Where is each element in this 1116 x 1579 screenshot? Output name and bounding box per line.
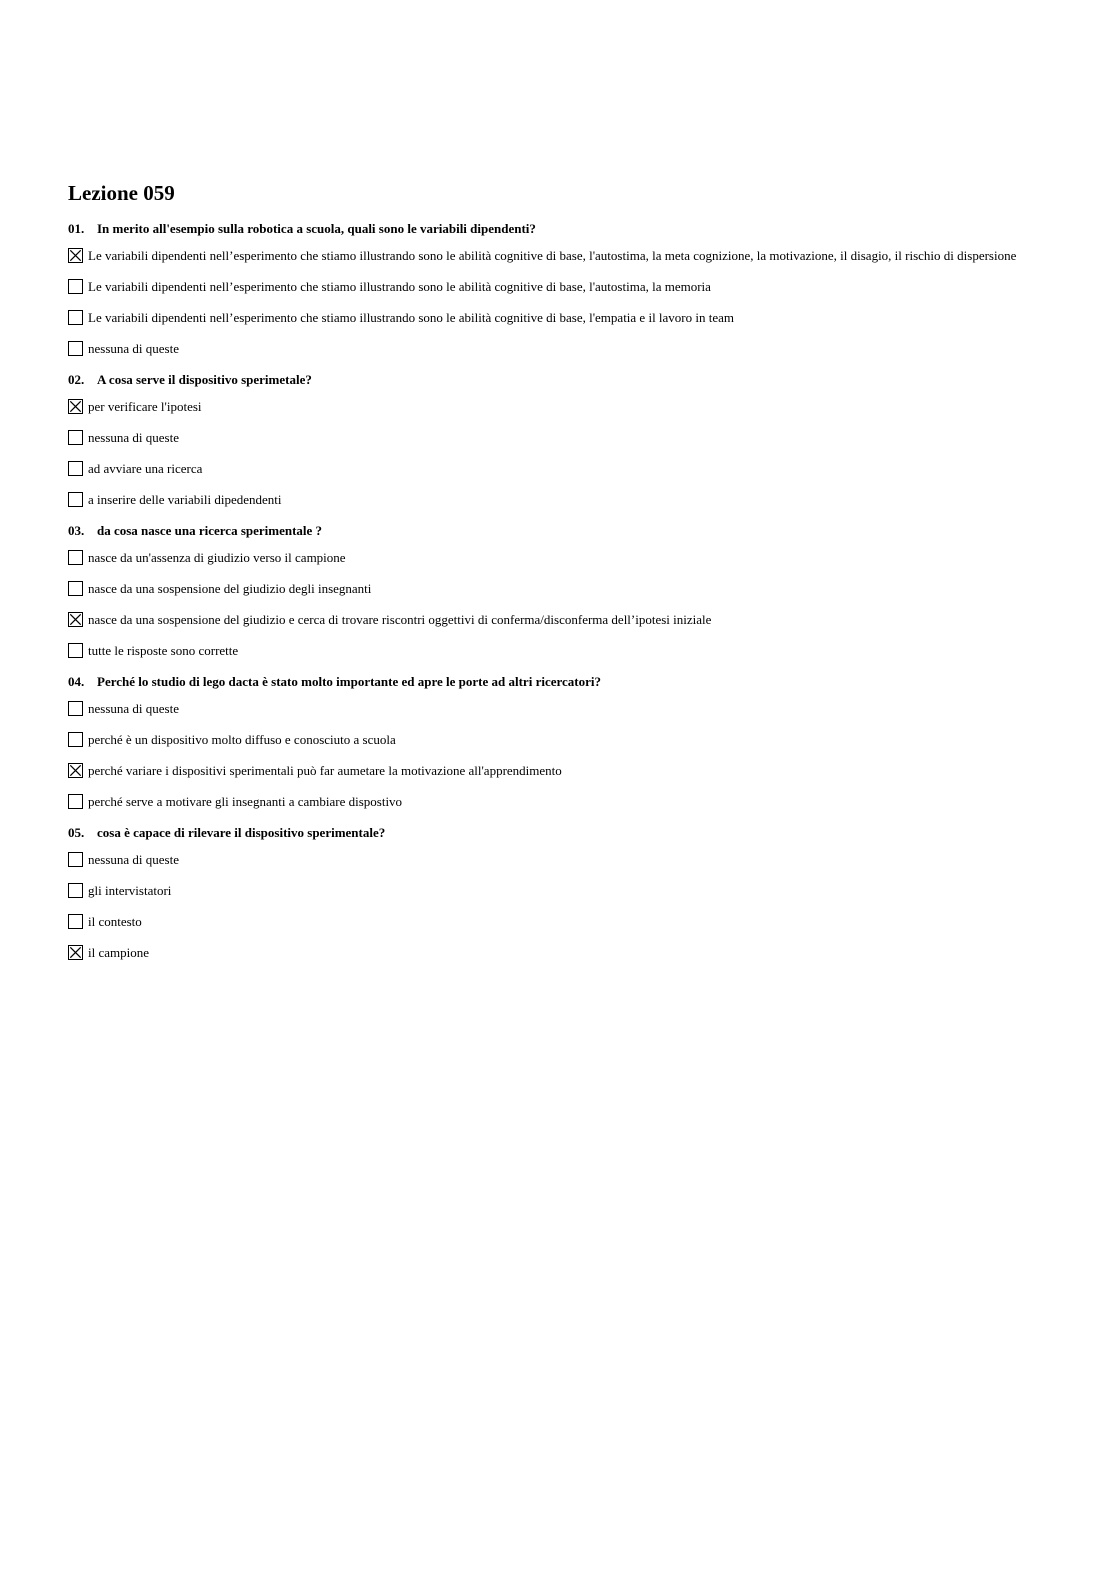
empty-checkbox-icon[interactable] xyxy=(68,310,83,325)
question-number: 05. xyxy=(68,825,85,840)
empty-checkbox-icon[interactable] xyxy=(68,550,83,565)
question-number: 01. xyxy=(68,221,85,236)
answer-text: perché è un dispositivo molto diffuso e conosciuto a scuola xyxy=(88,732,396,747)
answer-text: Le variabili dipendenti nell’esperimento che stiamo illustrando sono le abilità cognitive di base, l'empatia e il lavoro in team xyxy=(88,310,735,325)
answer-text: tutte le risposte sono corrette xyxy=(88,643,239,658)
answer-option xyxy=(68,731,1048,748)
answer-option xyxy=(68,851,1048,868)
answer-option xyxy=(68,247,1048,264)
answer-text: Le variabili dipendenti nell’esperimento che stiamo illustrando sono le abilità cognitive di base, l'autostima, la memoria xyxy=(88,279,711,294)
answer-option xyxy=(68,460,1048,477)
questions-list xyxy=(68,220,1048,961)
empty-checkbox-icon[interactable] xyxy=(68,341,83,356)
answer-option xyxy=(68,642,1048,659)
checked-box-icon[interactable] xyxy=(68,248,83,263)
answer-text: a inserire delle variabili dipedendenti xyxy=(88,492,282,507)
quiz-page xyxy=(68,178,1048,975)
empty-checkbox-icon[interactable] xyxy=(68,852,83,867)
empty-checkbox-icon[interactable] xyxy=(68,279,83,294)
answer-text: nasce da una sospensione del giudizio degli insegnanti xyxy=(88,581,372,596)
empty-checkbox-icon[interactable] xyxy=(68,701,83,716)
answer-option xyxy=(68,913,1048,930)
question-text: da cosa nasce una ricerca sperimentale ? xyxy=(97,523,323,538)
answer-text: nasce da una sospensione del giudizio e cerca di trovare riscontri oggettivi di conferma/disconferma dell’ipotesi iniziale xyxy=(88,612,712,627)
question-number: 03. xyxy=(68,523,85,538)
checked-box-icon[interactable] xyxy=(68,763,83,778)
question-block xyxy=(68,220,1048,357)
answer-option xyxy=(68,793,1048,810)
question-text: In merito all'esempio sulla robotica a scuola, quali sono le variabili dipendenti? xyxy=(97,221,536,236)
answer-text: il contesto xyxy=(88,914,142,929)
answer-option xyxy=(68,700,1048,717)
answer-text: nessuna di queste xyxy=(88,341,179,356)
answer-option xyxy=(68,340,1048,357)
answer-option xyxy=(68,944,1048,961)
answer-text: per verificare l'ipotesi xyxy=(88,399,202,414)
empty-checkbox-icon[interactable] xyxy=(68,643,83,658)
empty-checkbox-icon[interactable] xyxy=(68,794,83,809)
question-block xyxy=(68,371,1048,508)
question-number: 04. xyxy=(68,674,85,689)
answer-option xyxy=(68,611,1048,628)
answer-option xyxy=(68,429,1048,446)
question-text: Perché lo studio di lego dacta è stato molto importante ed apre le porte ad altri ricercatori? xyxy=(97,674,602,689)
answer-text: nessuna di queste xyxy=(88,701,179,716)
answer-text: perché variare i dispositivi sperimentali può far aumetare la motivazione all'apprendimento xyxy=(88,763,562,778)
question-heading xyxy=(68,220,1048,238)
question-heading xyxy=(68,824,1048,842)
question-heading xyxy=(68,522,1048,540)
answer-option xyxy=(68,580,1048,597)
answer-option xyxy=(68,491,1048,508)
checked-box-icon[interactable] xyxy=(68,945,83,960)
question-text: cosa è capace di rilevare il dispositivo sperimentale? xyxy=(97,825,386,840)
answer-text: Le variabili dipendenti nell’esperimento che stiamo illustrando sono le abilità cognitive di base, l'autostima, la meta cognizione, la motivazione, il disagio, il rischio di dispersione xyxy=(88,248,1017,263)
lesson-title: Lezione 059 xyxy=(68,181,175,205)
empty-checkbox-icon[interactable] xyxy=(68,883,83,898)
question-block xyxy=(68,522,1048,659)
empty-checkbox-icon[interactable] xyxy=(68,461,83,476)
checked-box-icon[interactable] xyxy=(68,399,83,414)
question-block xyxy=(68,673,1048,810)
answer-text: nessuna di queste xyxy=(88,430,179,445)
answer-option xyxy=(68,882,1048,899)
answer-text: il campione xyxy=(88,945,150,960)
question-block xyxy=(68,824,1048,961)
answer-option xyxy=(68,762,1048,779)
question-heading xyxy=(68,673,1048,691)
empty-checkbox-icon[interactable] xyxy=(68,430,83,445)
empty-checkbox-icon[interactable] xyxy=(68,732,83,747)
answer-option xyxy=(68,278,1048,295)
answer-text: gli intervistatori xyxy=(88,883,172,898)
answer-text: ad avviare una ricerca xyxy=(88,461,203,476)
answer-option xyxy=(68,309,1048,326)
empty-checkbox-icon[interactable] xyxy=(68,581,83,596)
empty-checkbox-icon[interactable] xyxy=(68,492,83,507)
empty-checkbox-icon[interactable] xyxy=(68,914,83,929)
answer-option xyxy=(68,398,1048,415)
checked-box-icon[interactable] xyxy=(68,612,83,627)
question-heading xyxy=(68,371,1048,389)
answer-text: nessuna di queste xyxy=(88,852,179,867)
question-number: 02. xyxy=(68,372,85,387)
answer-option xyxy=(68,549,1048,566)
answer-text: nasce da un'assenza di giudizio verso il campione xyxy=(88,550,346,565)
question-text: A cosa serve il dispositivo sperimetale? xyxy=(97,372,312,387)
answer-text: perché serve a motivare gli insegnanti a cambiare dispostivo xyxy=(88,794,403,809)
